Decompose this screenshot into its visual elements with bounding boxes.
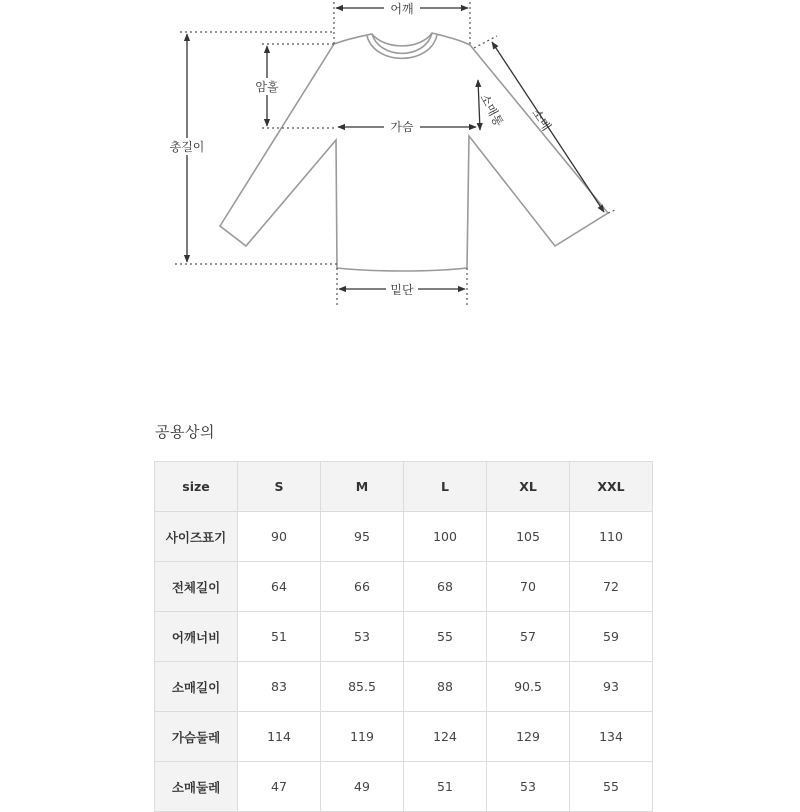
measurement-arrows — [187, 8, 604, 289]
row-label: 소매둘레 — [155, 762, 238, 812]
hem-label: 밑단 — [390, 283, 414, 297]
chest-label: 가슴 — [390, 120, 414, 134]
row-label: 가슴둘레 — [155, 712, 238, 762]
table-cell: 114 — [238, 712, 321, 762]
row-label: 소매길이 — [155, 662, 238, 712]
table-cell: 88 — [404, 662, 487, 712]
table-cell: 110 — [570, 512, 653, 562]
size-chart-table — [154, 461, 653, 812]
table-row — [155, 662, 653, 712]
table-cell: 53 — [321, 612, 404, 662]
table-row — [155, 512, 653, 562]
sleeve-length-label: 소매 — [529, 106, 554, 134]
row-label: 어깨너비 — [155, 612, 238, 662]
garment-measurement-diagram — [0, 0, 800, 330]
section-title: 공용상의 — [155, 423, 215, 441]
table-cell: 55 — [404, 612, 487, 662]
table-cell: 64 — [238, 562, 321, 612]
sleeve-width-arrow — [478, 80, 480, 130]
table-cell: 66 — [321, 562, 404, 612]
shoulder-label: 어깨 — [390, 2, 414, 16]
table-cell: 100 — [404, 512, 487, 562]
table-header-cell: M — [321, 462, 404, 512]
table-row — [155, 562, 653, 612]
table-cell: 129 — [487, 712, 570, 762]
table-cell: 83 — [238, 662, 321, 712]
table-cell: 70 — [487, 562, 570, 612]
table-cell: 105 — [487, 512, 570, 562]
table-header-cell: XXL — [570, 462, 653, 512]
row-label: 사이즈표기 — [155, 512, 238, 562]
table-cell: 51 — [404, 762, 487, 812]
table-cell: 59 — [570, 612, 653, 662]
table-header-cell: L — [404, 462, 487, 512]
table-header-cell: size — [155, 462, 238, 512]
table-cell: 53 — [487, 762, 570, 812]
table-row — [155, 612, 653, 662]
table-cell: 134 — [570, 712, 653, 762]
table-cell: 72 — [570, 562, 653, 612]
table-cell: 49 — [321, 762, 404, 812]
table-cell: 95 — [321, 512, 404, 562]
table-cell: 90 — [238, 512, 321, 562]
table-header-cell: XL — [487, 462, 570, 512]
row-label: 전체길이 — [155, 562, 238, 612]
long-sleeve-shirt-outline — [220, 33, 608, 271]
total-length-label: 총길이 — [169, 140, 205, 154]
table-cell: 55 — [570, 762, 653, 812]
table-cell: 47 — [238, 762, 321, 812]
table-cell: 85.5 — [321, 662, 404, 712]
table-cell: 68 — [404, 562, 487, 612]
guide-lines — [175, 2, 615, 305]
table-cell: 57 — [487, 612, 570, 662]
table-cell: 51 — [238, 612, 321, 662]
table-cell: 93 — [570, 662, 653, 712]
sleeve-width-label: 소매통 — [477, 91, 506, 129]
table-header-cell: S — [238, 462, 321, 512]
table-row — [155, 712, 653, 762]
table-row — [155, 762, 653, 812]
table-cell: 90.5 — [487, 662, 570, 712]
armhole-label: 암홀 — [255, 80, 279, 94]
table-cell: 119 — [321, 712, 404, 762]
table-cell: 124 — [404, 712, 487, 762]
table-header-row — [155, 462, 653, 512]
